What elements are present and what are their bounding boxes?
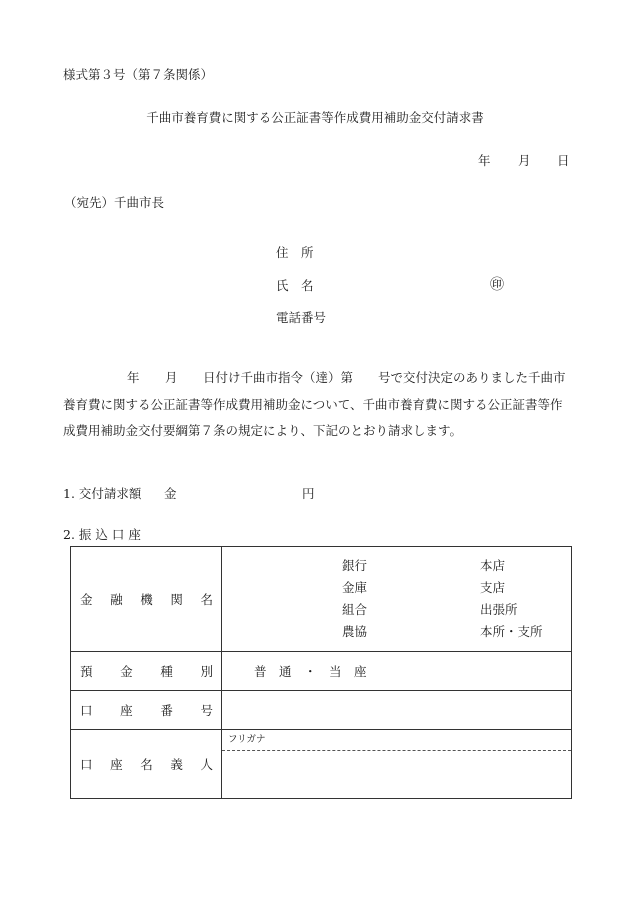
- name-label: 氏 名: [276, 278, 314, 293]
- bank-account-table: [70, 546, 572, 799]
- institution-cell[interactable]: [222, 547, 572, 652]
- address-label: 住 所: [276, 245, 314, 260]
- date-year-label: 年: [478, 153, 491, 168]
- amount-yen: 円: [302, 486, 315, 501]
- body-decision-ref: 日付け千曲市指令（達）第: [203, 370, 354, 385]
- account-number-row: [71, 691, 572, 730]
- body-decision-num: 号で交付決定のありました千曲市: [378, 370, 566, 385]
- account-number-label: 口座番号: [71, 691, 222, 730]
- institution-type[interactable]: 金庫: [342, 580, 368, 595]
- institution-row: [71, 547, 572, 652]
- branch-type[interactable]: 出張所: [480, 602, 518, 617]
- institution-label: 金融機関名: [71, 547, 222, 652]
- institution-type[interactable]: 銀行: [342, 558, 368, 573]
- bank-section-label: 2. 振 込 口 座: [63, 527, 141, 542]
- phone-label: 電話番号: [276, 310, 327, 325]
- branch-type[interactable]: 本店: [480, 558, 506, 573]
- form-number: 様式第３号（第７条関係）: [63, 67, 214, 82]
- deposit-type-value[interactable]: 普 通 ・ 当 座: [222, 652, 572, 691]
- institution-type[interactable]: 農協: [342, 624, 368, 639]
- account-holder-cell: [222, 730, 572, 799]
- body-year: 年: [127, 370, 140, 385]
- institution-type[interactable]: 組合: [342, 602, 368, 617]
- account-holder-label: 口座名義人: [71, 730, 222, 799]
- deposit-type-label: 預金種別: [71, 652, 222, 691]
- body-line-2: 養育費に関する公正証書等作成費用補助金について、千曲市養育費に関する公正証書等作: [63, 397, 563, 412]
- furigana-field[interactable]: [222, 730, 571, 751]
- addressee: （宛先）千曲市長: [64, 195, 165, 210]
- branch-type[interactable]: 本所・支所: [480, 624, 543, 639]
- account-holder-field[interactable]: [222, 751, 571, 798]
- furigana-label: フリガナ: [228, 734, 266, 745]
- deposit-type-row: [71, 652, 572, 691]
- body-line-3: 成費用補助金交付要綱第７条の規定により、下記のとおり請求します。: [63, 423, 463, 438]
- page-title: 千曲市養育費に関する公正証書等作成費用補助金交付請求書: [146, 110, 484, 125]
- date-month-label: 月: [518, 153, 531, 168]
- seal-mark: ㊞: [490, 277, 504, 293]
- date-day-label: 日: [557, 153, 570, 168]
- branch-type[interactable]: 支店: [480, 580, 506, 595]
- account-holder-row: [71, 730, 572, 799]
- body-month: 月: [165, 370, 178, 385]
- amount-kin: 金: [164, 486, 177, 501]
- account-number-field[interactable]: [222, 691, 572, 730]
- amount-label: 1. 交付請求額: [63, 486, 142, 501]
